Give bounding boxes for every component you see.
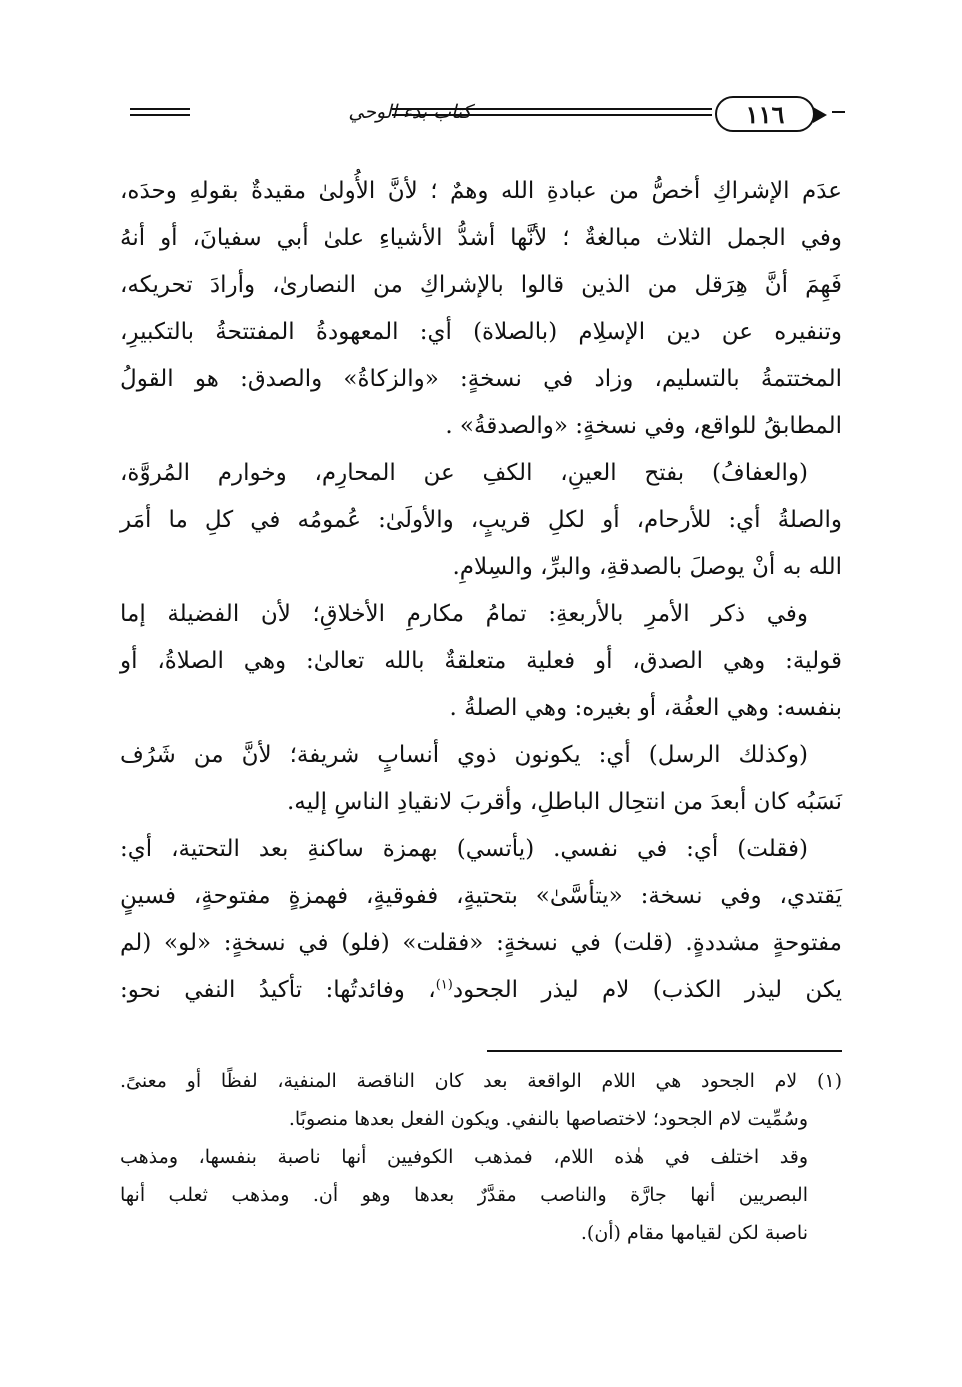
text-line-with-footnote [120,967,842,1014]
header-rule-middle-2 [392,114,712,116]
text-line: يَقتدي، وفي نسخة: «يتأسَّىٰ» بتحتيةٍ، ففوقيةٍ، فهمزةٍ مفتوحةٍ، فسينٍ [120,883,842,909]
footnote-reference[interactable]: (١) [435,977,453,993]
text-line: بنفسه: وهي العفُة، أو بغيره: وهي الصلةُ . [449,695,842,721]
text-line: مفتوحةٍ مشددةٍ. (قلت) في نسخةٍ: «فقلت» (فلو) في نسخةٍ: «لو» (لم [120,930,842,956]
footnote-line: وسُمِّيت لام الجحود؛ لاختصاصها بالنفي. ويكون الفعل بعدها منصوبًا. [288,1108,808,1130]
text-line: المطابقُ للواقع، وفي نسخةٍ: «والصدقةُ» . [445,413,842,439]
header-rule-middle [392,108,712,110]
page-header [120,92,845,142]
footnote-line: وقد اختلف في هٰذه اللام، فمذهب الكوفيين أنها ناصبة بنفسها، ومذهب [120,1146,808,1168]
text-line: والصلةُ أي: للأرحام، أو لكلِ قريبٍ، والأولَىٰ: عُمومُه في كلِ ما أمَر [120,507,842,533]
text-segment: ، وفائدتُها: تأكيدُ النفي نحو: [120,977,436,1003]
footnote-line: ناصبة لكن لقيامها مقام (أن). [580,1222,808,1244]
header-rule-left-2 [130,114,190,116]
footnote-separator [487,1050,842,1052]
footnote-line: (١) لام الجحود هي اللام الواقعة بعد كان الناقصة المنفية، لفظًا أو معنىً. [120,1070,842,1092]
header-rule-right [832,111,845,113]
text-line: المختتمةُ بالتسليم، وزاد في نسخةٍ: «والزكاةُ» والصدق: هو القولُ [120,366,842,392]
running-title: كتاب بدء الوحي [348,101,472,123]
footnote-line: البصريين أنها جارَّة والناصب مقدَّرٌ بعدها وهو أن. ومذهب ثعلب أنها [120,1184,808,1206]
text-line: الله به أنْ يوصلَ بالصدقةِ، والبرِّ، والسِلامِ. [452,554,842,580]
text-line: فَهِمَ أنَّ هِرَقل من الذين قالوا بالإشراكِ من النصارىٰ، وأرادَ تحريكه، [120,272,842,298]
header-rule-left [130,108,190,110]
main-text [120,168,842,1014]
text-line: وفي الجمل الثلاث مبالغةٌ ؛ لأنَّها أشدُّ الأشياءِ علىٰ أبي سفيانَ، أو أنهُ [120,225,842,251]
text-line: نَسَبُه كان أبعدَ من انتحِال الباطلِ، وأقربَ لانقيادِ الناسِ إليه. [287,789,842,815]
text-segment: يكن ليذر الكذب) لام ليذر الجحود [452,977,843,1003]
text-line: وفي ذكر الأمرِ بالأربعةِ: تمامُ مكارمِ الأخلاقِ؛ لأن الفضيلة إما [120,601,808,627]
footnotes [120,1062,842,1252]
text-line: (والعفافُ) بفتح العينِ، الكفِ عن المحارِم، وخوارم المُروَّة، [120,460,808,486]
text-line: (فقلت) أي: في نفسي. (يأتسي) بهمزة ساكنةِ بعد التحتية، أي: [120,836,808,862]
text-line: عدَم الإشراكِ أخصُّ من عبادةِ الله وهمٌ ؛ لأنَّ الأُولىٰ مقيدةٌ بقولهِ وحدَه، [120,178,842,204]
text-line: (وكذلك الرسل) أي: يكونون ذوي أنسابٍ شريفة؛ لأنَّ من شَرُف [120,742,808,768]
text-line: قولية: وهي الصدق، أو فعلية متعلقةٌ بالله تعالىٰ: وهي الصلاةُ، أو [120,648,842,674]
text-line: وتنفيره عن دين الإسلِام (بالصلاة) أي: المعهودةُ المفتتحةُ بالتكبيرِ، [120,319,842,345]
page-number: ١١٦ [715,96,815,132]
